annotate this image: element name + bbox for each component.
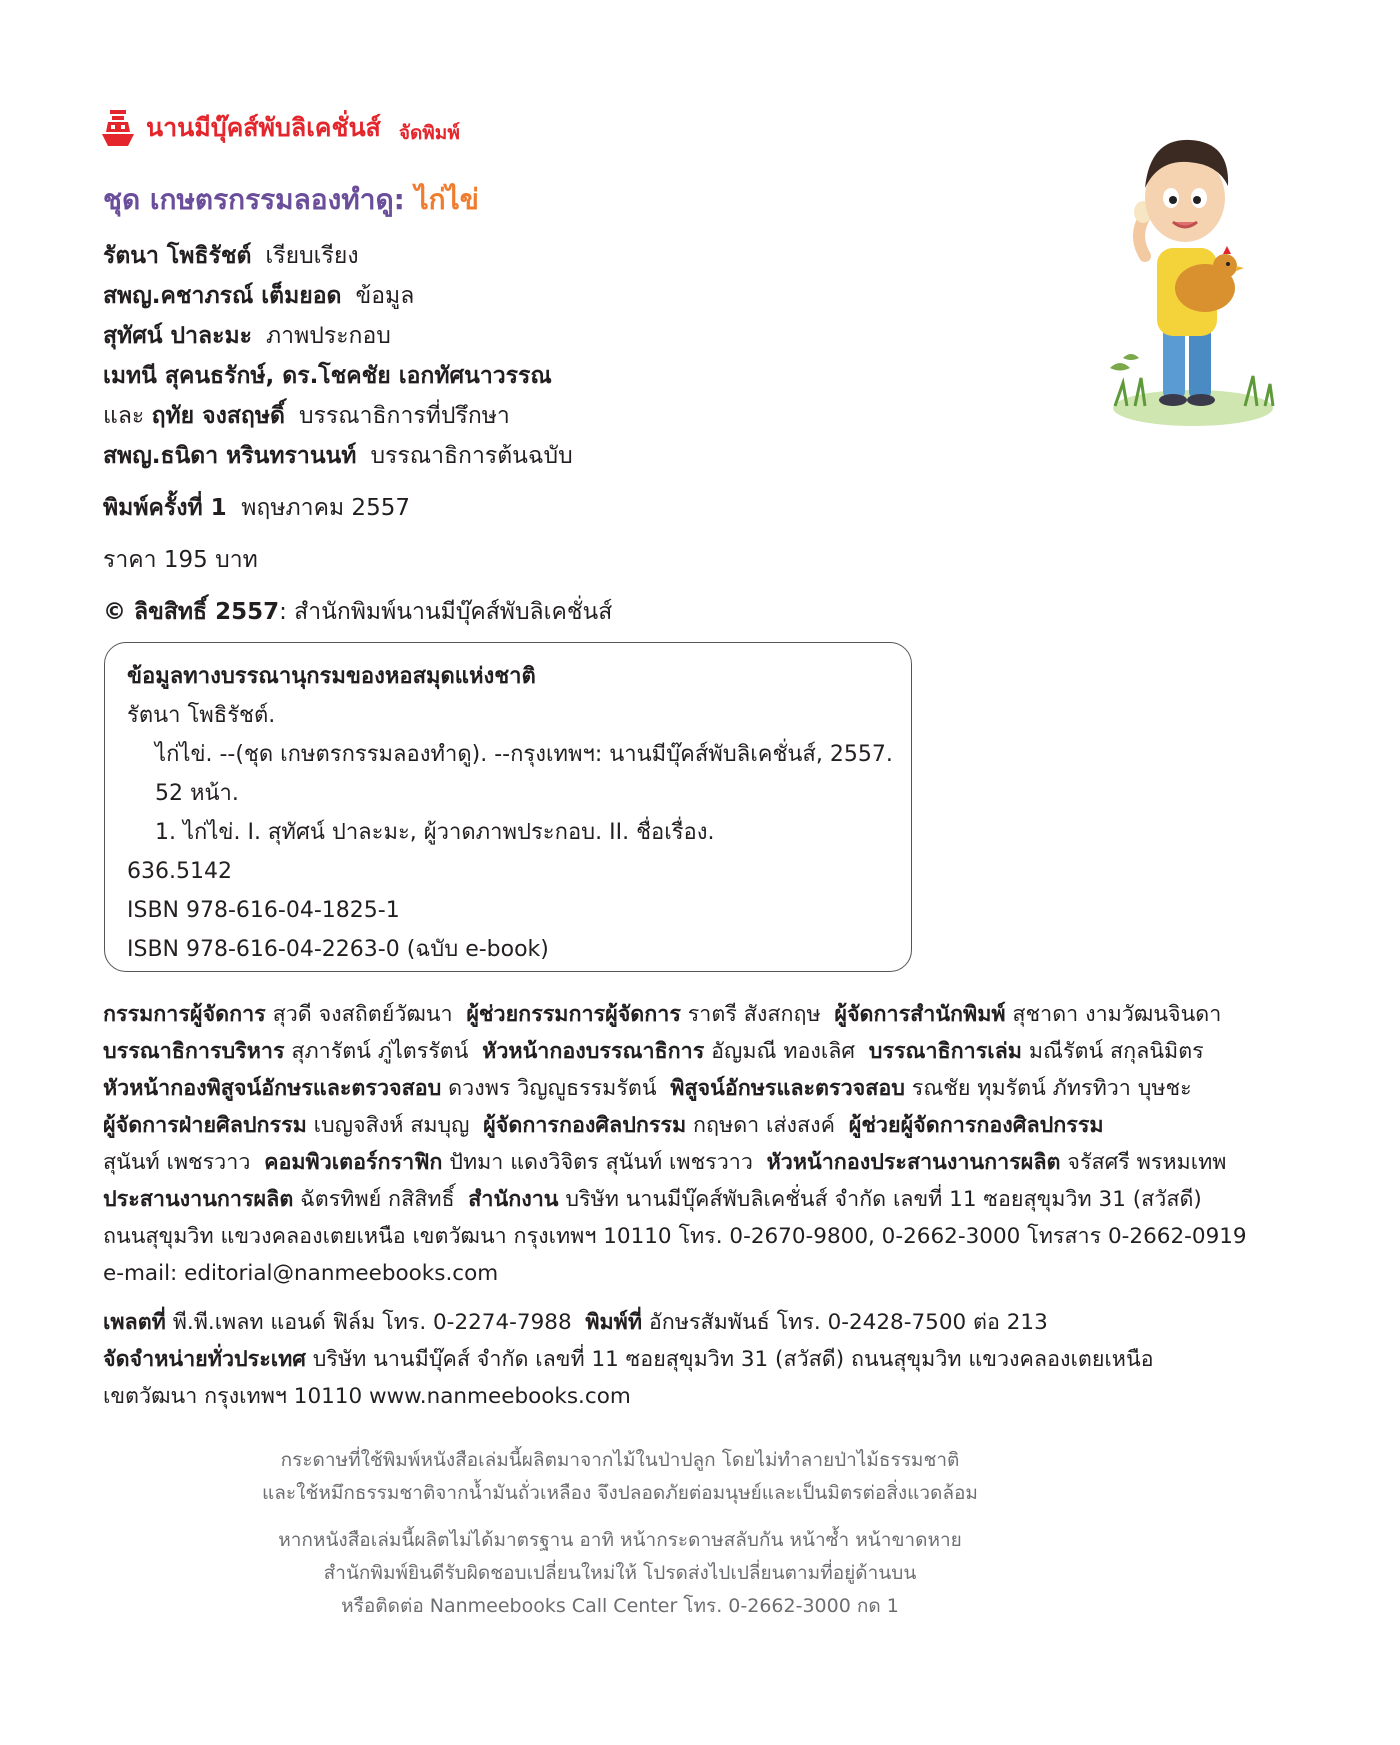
edition-date: พฤษภาคม 2557 [241,495,410,521]
staff-name: เบญจสิงห์ สมบุญ [313,1113,470,1138]
publisher-header [100,108,460,148]
paper-note: และใช้หมึกธรรมชาติจากน้ำมันถั่วเหลือง จึงปลอดภัยต่อมนุษย์และเป็นมิตรต่อสิ่งแวดล้อม [262,1482,978,1504]
staff-title: หัวหน้ากองประสานงานการผลิต [766,1150,1061,1175]
staff-title: ประสานงานการผลิต [103,1187,294,1212]
staff-title: ผู้จัดการสำนักพิมพ์ [834,1002,1006,1027]
staff-title: หัวหน้ากองพิสูจน์อักษรและตรวจสอบ [103,1076,442,1101]
distribution-line [103,1341,1283,1378]
credit-line [103,236,573,276]
office-address: บริษัท นานมีบุ๊คส์พับลิเคชั่นส์ จำกัด เลขที่ 11 ซอยสุขุมวิท 31 (สวัสดี) [565,1187,1202,1212]
cip-line: ISBN 978-616-04-2263-0 (ฉบับ e-book) [127,937,549,962]
staff-line [103,1181,1283,1218]
printing-value: อักษรสัมพันธ์ โทร. 0-2428-7500 ต่อ 213 [648,1310,1048,1335]
staff-name: รณชัย ทุมรัตน์ ภัทรทิวา บุษชะ [911,1076,1192,1101]
staff-title: ผู้จัดการกองศิลปกรรม [483,1113,687,1138]
copyright-line [103,594,612,630]
staff-name: ราตรี สังสกฤษ [687,1002,821,1027]
address-line: ถนนสุขุมวิท แขวงคลองเตยเหนือ เขตวัฒนา กรุงเทพฯ 10110 โทร. 0-2670-9800, 0-2662-3000 โทรสาร 0-2662-0919 [103,1224,1247,1249]
copyright-label: © ลิขสิทธิ์ 2557 [103,599,280,625]
edition-label: พิมพ์ครั้งที่ 1 [103,495,227,521]
edition-line [103,490,410,526]
staff-name: สุวดี จงสถิตย์วัฒนา [272,1002,453,1027]
staff-line [103,1144,1283,1181]
staff-block [103,996,1283,1292]
credit-line [103,436,573,476]
staff-name: สุชาดา งามวัฒนจินดา [1012,1002,1222,1027]
credits-list [103,236,573,476]
staff-title: ผู้ช่วยกรรมการผู้จัดการ [466,1002,681,1027]
staff-title: สำนักงาน [468,1187,559,1212]
publisher-name: นานมีบุ๊คส์พับลิเคชั่นส์ [146,113,381,142]
credit-role: ภาพประกอบ [266,323,391,349]
cip-line: ไก่ไข่. --(ชุด เกษตรกรรมลองทำดู). --กรุงเทพฯ: นานมีบุ๊คส์พับลิเคชั่นส์, 2557. [155,742,893,767]
series-title [103,178,479,222]
boy-with-chicken-illustration [1105,138,1280,433]
printing-title: พิมพ์ที่ [585,1310,643,1335]
cip-line: รัตนา โพธิรัชต์. [127,703,276,728]
cip-line: ISBN 978-616-04-1825-1 [127,898,400,923]
ship-logo-icon [100,108,136,148]
staff-name: อัญมณี ทองเลิศ [711,1039,856,1064]
printing-value: บริษัท นานมีบุ๊คส์ จำกัด เลขที่ 11 ซอยสุขุมวิท 31 (สวัสดี) ถนนสุขุมวิท แขวงคลองเตยเหนือ [312,1347,1154,1372]
staff-line [103,1033,1283,1070]
staff-title: คอมพิวเตอร์กราฟิก [264,1150,443,1175]
cip-box [104,642,912,972]
credit-role: บรรณาธิการต้นฉบับ [370,443,573,469]
credit-name: สุทัศน์ ปาละมะ [103,323,253,349]
printing-title: เพลตที่ [103,1310,166,1335]
credit-name: ฤทัย จงสฤษดิ์ [151,403,285,429]
staff-title: ผู้จัดการฝ่ายศิลปกรรม [103,1113,307,1138]
printing-block [103,1304,1283,1415]
cip-line: 1. ไก่ไข่. I. สุทัศน์ ปาละมะ, ผู้วาดภาพประกอบ. II. ชื่อเรื่อง. [155,820,715,845]
paper-note: กระดาษที่ใช้พิมพ์หนังสือเล่มนี้ผลิตมาจากไม้ในป่าปลูก โดยไม่ทำลายป่าไม้ธรรมชาติ [280,1449,960,1471]
credit-name: สพญ.คชาภรณ์ เต็มยอด [103,283,342,309]
book-title: ไก่ไข่ [414,183,479,216]
price-line: ราคา 195 บาท [103,547,258,573]
credit-line [103,356,573,396]
defect-note: หากหนังสือเล่มนี้ผลิตไม่ได้มาตรฐาน อาทิ หน้ากระดาษสลับกัน หน้าซ้ำ หน้าขาดหาย [278,1529,962,1551]
copyright-holder: : สำนักพิมพ์นานมีบุ๊คส์พับลิเคชั่นส์ [279,599,613,625]
staff-title: ผู้ช่วยผู้จัดการกองศิลปกรรม [848,1113,1104,1138]
defect-note: สำนักพิมพ์ยินดีรับผิดชอบเปลี่ยนใหม่ให้ โปรดส่งไปเปลี่ยนตามที่อยู่ด้านบน [323,1562,917,1584]
staff-title: หัวหน้ากองบรรณาธิการ [482,1039,705,1064]
credit-name: สพญ.ธนิดา หรินทรานนท์ [103,443,357,469]
publisher-role: จัดพิมพ์ [398,122,460,144]
staff-name: สุภารัตน์ ภู่ไตรรัตน์ [291,1039,469,1064]
credit-name: เมทนี สุคนธรักษ์, ดร.โชคชัย เอกทัศนาวรรณ [103,363,552,389]
credit-role: บรรณาธิการที่ปรึกษา [298,403,510,429]
printing-line [103,1304,1283,1341]
credit-line [103,276,573,316]
series-prefix: ชุด เกษตรกรรมลองทำดู: [103,183,405,216]
staff-name: จรัสศรี พรหมเทพ [1067,1150,1227,1175]
staff-title: พิสูจน์อักษรและตรวจสอบ [670,1076,905,1101]
printing-title: จัดจำหน่ายทั่วประเทศ [103,1347,306,1372]
staff-line [103,1107,1283,1144]
staff-name: ฉัตรทิพย์ กสิสิทธิ์ [300,1187,455,1212]
cip-line: 636.5142 [127,859,232,884]
staff-name: กฤษดา เส่งสงค์ [692,1113,836,1138]
cip-line: 52 หน้า. [155,781,239,806]
staff-line [103,996,1283,1033]
staff-title: กรรมการผู้จัดการ [103,1002,266,1027]
printing-value: พี.พี.เพลท แอนด์ ฟิล์ม โทร. 0-2274-7988 [172,1310,572,1335]
credit-name: รัตนา โพธิรัชต์ [103,243,252,269]
credit-role: เรียบเรียง [265,243,359,269]
staff-line [103,1070,1283,1107]
footer-notes [0,1444,1240,1623]
credit-line [103,396,573,436]
staff-name: สุนันท์ เพชรวาว [103,1150,251,1175]
email-line: e-mail: editorial@nanmeebooks.com [103,1261,499,1286]
cip-title: ข้อมูลทางบรรณานุกรมของหอสมุดแห่งชาติ [127,664,536,689]
staff-name: มณีรัตน์ สกุลนิมิตร [1028,1039,1204,1064]
staff-title: บรรณาธิการเล่ม [868,1039,1022,1064]
distribution-address: เขตวัฒนา กรุงเทพฯ 10110 www.nanmeebooks.com [103,1384,631,1409]
credit-role: ข้อมูล [355,283,415,309]
staff-name: ดวงพร วิญญูธรรมรัตน์ [448,1076,657,1101]
staff-title: บรรณาธิการบริหาร [103,1039,285,1064]
credit-line [103,316,573,356]
credit-prefix: และ [103,403,145,429]
staff-name: ปัทมา แดงวิจิตร สุนันท์ เพชรวาว [449,1150,753,1175]
defect-note: หรือติดต่อ Nanmeebooks Call Center โทร. 0-2662-3000 กด 1 [341,1595,899,1617]
